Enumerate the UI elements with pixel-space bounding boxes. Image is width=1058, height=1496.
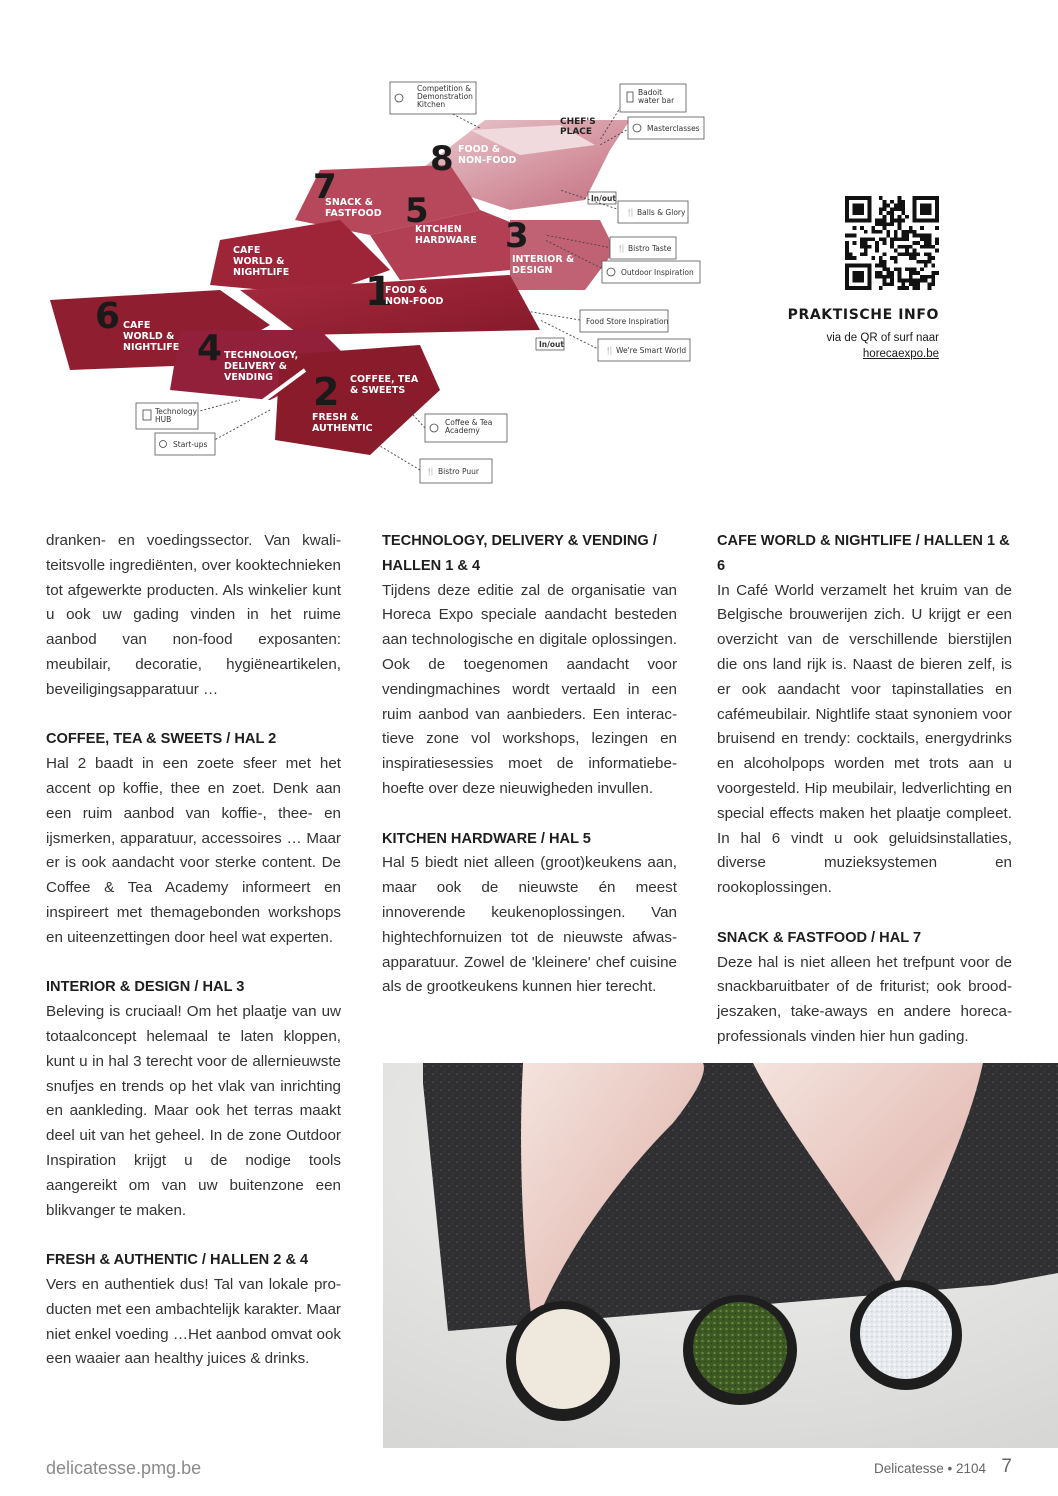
svg-text:Kitchen: Kitchen [417, 100, 446, 109]
svg-text:HARDWARE: HARDWARE [415, 235, 477, 246]
callout-start-ups [155, 433, 215, 455]
bowl-cream [506, 1301, 620, 1421]
svg-text:AUTHENTIC: AUTHENTIC [312, 423, 373, 434]
svg-text:FRESH &: FRESH & [312, 412, 359, 423]
svg-text:Balls & Glory: Balls & Glory [637, 208, 686, 217]
section-title-cafe: CAFE WORLD & NIGHTLIFE / HALLEN 1 & 6 [717, 533, 1010, 574]
callout-bistro-taste [610, 237, 676, 259]
callout-masterclasses [628, 117, 704, 139]
svg-text:NON-FOOD: NON-FOOD [385, 296, 444, 307]
svg-text:Academy: Academy [445, 426, 480, 435]
svg-text:FOOD &: FOOD & [458, 144, 501, 155]
svg-text:5: 5 [405, 191, 429, 231]
bowl-salt [850, 1280, 962, 1390]
svg-text:HUB: HUB [155, 415, 172, 424]
inout-tag [588, 192, 616, 204]
svg-text:KITCHEN: KITCHEN [415, 224, 462, 235]
svg-text:Competition &: Competition & [417, 84, 472, 93]
svg-text:2: 2 [313, 370, 340, 414]
svg-text:NIGHTLIFE: NIGHTLIFE [123, 342, 180, 353]
callout-balls-glory [618, 201, 688, 223]
footer-page-number: 7 [1001, 1456, 1012, 1477]
svg-text:CAFE: CAFE [123, 320, 151, 331]
section-title-technology: TECHNOLOGY, DELIVERY & VENDING / HALLEN 1 & 4 [382, 533, 657, 574]
info-subtitle-text: via de QR of surf naar [826, 332, 939, 344]
svg-text:CAFE: CAFE [233, 245, 261, 256]
intro-paragraph: dranken- en voedingssector. Van kwaliteitsvolle ingrediënten, over kooktechnieken tot afgewerkte producten. Als winkelier kunt u ook uw gading vinden in het ruime aanbod van non-food exposanten: meubilair, decoratie, hygiëneartikelen, beveiligingsapparatuur … [46, 532, 341, 698]
section-body-technology: Tijdens deze editie zal de organisatie van Horeca Expo speciale aandacht besteden aan technologische en digitale oplossingen. Ook de toegenomen aandacht voor vendingmachines wordt vertaald in een ruim aanbod van aanbieders. Een interactieve zone vol workshops, lezingen en inspiratiesessies moet de informatiebehoefte over deze nieuwigheden invullen. [382, 581, 677, 797]
svg-text:🍴: 🍴 [626, 208, 636, 217]
svg-text:SNACK &: SNACK & [325, 197, 374, 208]
svg-text:Coffee & Tea: Coffee & Tea [445, 418, 493, 427]
svg-text:🍴: 🍴 [426, 467, 436, 476]
svg-text:🍴: 🍴 [617, 244, 627, 253]
svg-text:Food Store Inspiration: Food Store Inspiration [586, 317, 669, 326]
svg-text:Demonstration: Demonstration [417, 92, 473, 101]
callout-smart-world [598, 339, 690, 361]
svg-text:1: 1 [365, 269, 393, 315]
callout-competition-kitchen [390, 82, 476, 114]
svg-text:In/out: In/out [591, 194, 616, 203]
info-title: PRAKTISCHE INFO [787, 307, 939, 323]
svg-text:FOOD &: FOOD & [385, 285, 428, 296]
svg-text:Outdoor Inspiration: Outdoor Inspiration [621, 268, 694, 277]
callout-technology-hub [136, 403, 198, 429]
svg-text:FASTFOOD: FASTFOOD [325, 208, 382, 219]
section-title-kitchen: KITCHEN HARDWARE / HAL 5 [382, 830, 591, 847]
section-title-snack: SNACK & FASTFOOD / HAL 7 [717, 929, 922, 946]
section-body-interior: Beleving is cruciaal! Om het plaatje van uw totaalconcept helemaal te laten kloppen, kunt u in hal 3 terecht voor de allernieuwste snufjes en trends op het vlak van inrichting en aankleding. Maar ook het terras maakt deel uit van het geheel. In de zone Outdoor Inspiration krijgt u de nodige tools aangereikt om van uw buitenzone een blikvanger te maken. [46, 1003, 341, 1219]
svg-text:Technology: Technology [155, 407, 198, 416]
section-body-coffee: Hal 2 baadt in een zoete sfeer met het accent op koffie, thee en zoet. Denk aan een ruim aanbod van koffie-, thee- en ijsmerken, apparatuur, accessoires … Maar er is ook aandacht voor sterke content. De Coffee & Tea Academy informeert en inspireert met themagebonden workshops en uiteenzettingen door heel wat experten. [46, 755, 341, 946]
svg-text:6: 6 [95, 296, 121, 337]
section-title-fresh: FRESH & AUTHENTIC / HALLEN 2 & 4 [46, 1252, 309, 1269]
section-body-cafe: In Café World verzamelt het kruim van de Belgische brouwerijen zich. U krijgt er een overzicht van de verschillende bierstijlen die ons land rijk is. Naast de bieren zelf, is er ook aandacht voor tapinstallaties en cafémeubilair. Nightlife staat synoniem voor bruisend en trendy: cocktails, energydrinks en alcoholpops worden met trots aan u voorgesteld. Hip meubilair, ledverlichting en special effects maken het plaatje compleet. In hal 6 vindt u ook geluidsinstallaties, diverse muzieksystemen en rookoplossingen. [717, 581, 1012, 897]
svg-text:INTERIOR &: INTERIOR & [512, 254, 575, 265]
section-body-snack: Deze hal is niet alleen het trefpunt voor de snackbaruitbater of de friturist; ook broodjeszaken, take-aways en andere horecaprofessionals vinden hier hun gading. [717, 953, 1012, 1045]
svg-text:NON-FOOD: NON-FOOD [458, 155, 517, 166]
hall-2-floor [275, 345, 440, 455]
section-title-coffee: COFFEE, TEA & SWEETS / HAL 2 [46, 731, 277, 748]
svg-text:CHEF'S: CHEF'S [560, 117, 596, 127]
svg-text:DELIVERY &: DELIVERY & [224, 361, 288, 372]
inout-tag [536, 338, 564, 350]
svg-text:Start-ups: Start-ups [173, 440, 208, 449]
svg-text:Bistro Puur: Bistro Puur [438, 467, 479, 476]
svg-text:We're Smart World: We're Smart World [616, 346, 687, 355]
article-column-2 [382, 529, 677, 1000]
svg-text:In/out: In/out [539, 340, 564, 349]
svg-text:VENDING: VENDING [224, 372, 273, 383]
callout-food-store-inspiration [580, 310, 669, 332]
svg-text:& SWEETS: & SWEETS [350, 385, 406, 396]
chefs-place-marker [560, 117, 596, 137]
svg-text:7: 7 [313, 167, 337, 207]
footer-magazine-issue: Delicatesse • 2104 [873, 1461, 986, 1476]
svg-text:Badoit: Badoit [638, 88, 663, 97]
svg-text:NIGHTLIFE: NIGHTLIFE [233, 267, 290, 278]
svg-text:TECHNOLOGY,: TECHNOLOGY, [224, 350, 299, 361]
footer-website-link[interactable]: delicatesse.pmg.be [46, 1458, 202, 1478]
qr-code[interactable] [845, 196, 939, 290]
article-column-1 [46, 529, 341, 1372]
article-column-3 [717, 529, 1012, 1050]
callout-bistro-puur [420, 459, 492, 483]
section-title-interior: INTERIOR & DESIGN / HAL 3 [46, 979, 245, 996]
svg-text:8: 8 [430, 139, 454, 179]
info-subtitle [827, 330, 940, 362]
callout-coffee-tea-academy [425, 414, 507, 442]
svg-text:Bistro Taste: Bistro Taste [628, 244, 672, 253]
svg-text:WORLD &: WORLD & [233, 256, 285, 267]
svg-text:3: 3 [505, 216, 529, 256]
svg-text:WORLD &: WORLD & [123, 331, 175, 342]
info-url-link[interactable]: horecaexpo.be [862, 348, 939, 360]
svg-text:water bar: water bar [638, 96, 675, 105]
food-photo [383, 1063, 1058, 1448]
svg-text:🍴: 🍴 [605, 346, 615, 355]
svg-text:COFFEE, TEA: COFFEE, TEA [350, 374, 419, 385]
bowl-herbs [683, 1295, 797, 1405]
svg-text:Masterclasses: Masterclasses [647, 124, 700, 133]
svg-text:PLACE: PLACE [560, 127, 593, 137]
section-body-kitchen: Hal 5 biedt niet alleen (groot)keukens aan, maar ook de nieuwste én meest innoverende keukenoplossingen. Van hightechfornuizen tot de nieuwste afwasapparatuur. Zowel de 'kleinere' chef cuisine als de grootkeukens kunnen hier terecht. [382, 854, 677, 996]
section-body-fresh: Vers en authentiek dus! Tal van lokale producten met een ambachtelijk karakter. Maar niet enkel voeding …Het aanbod omvat ook een waaier aan healthy juices & drinks. [46, 1275, 341, 1368]
hall-map [40, 70, 730, 490]
callout-outdoor-inspiration [602, 261, 700, 283]
svg-text:4: 4 [197, 328, 223, 369]
callout-badoit [620, 84, 686, 112]
svg-text:DESIGN: DESIGN [512, 265, 553, 276]
